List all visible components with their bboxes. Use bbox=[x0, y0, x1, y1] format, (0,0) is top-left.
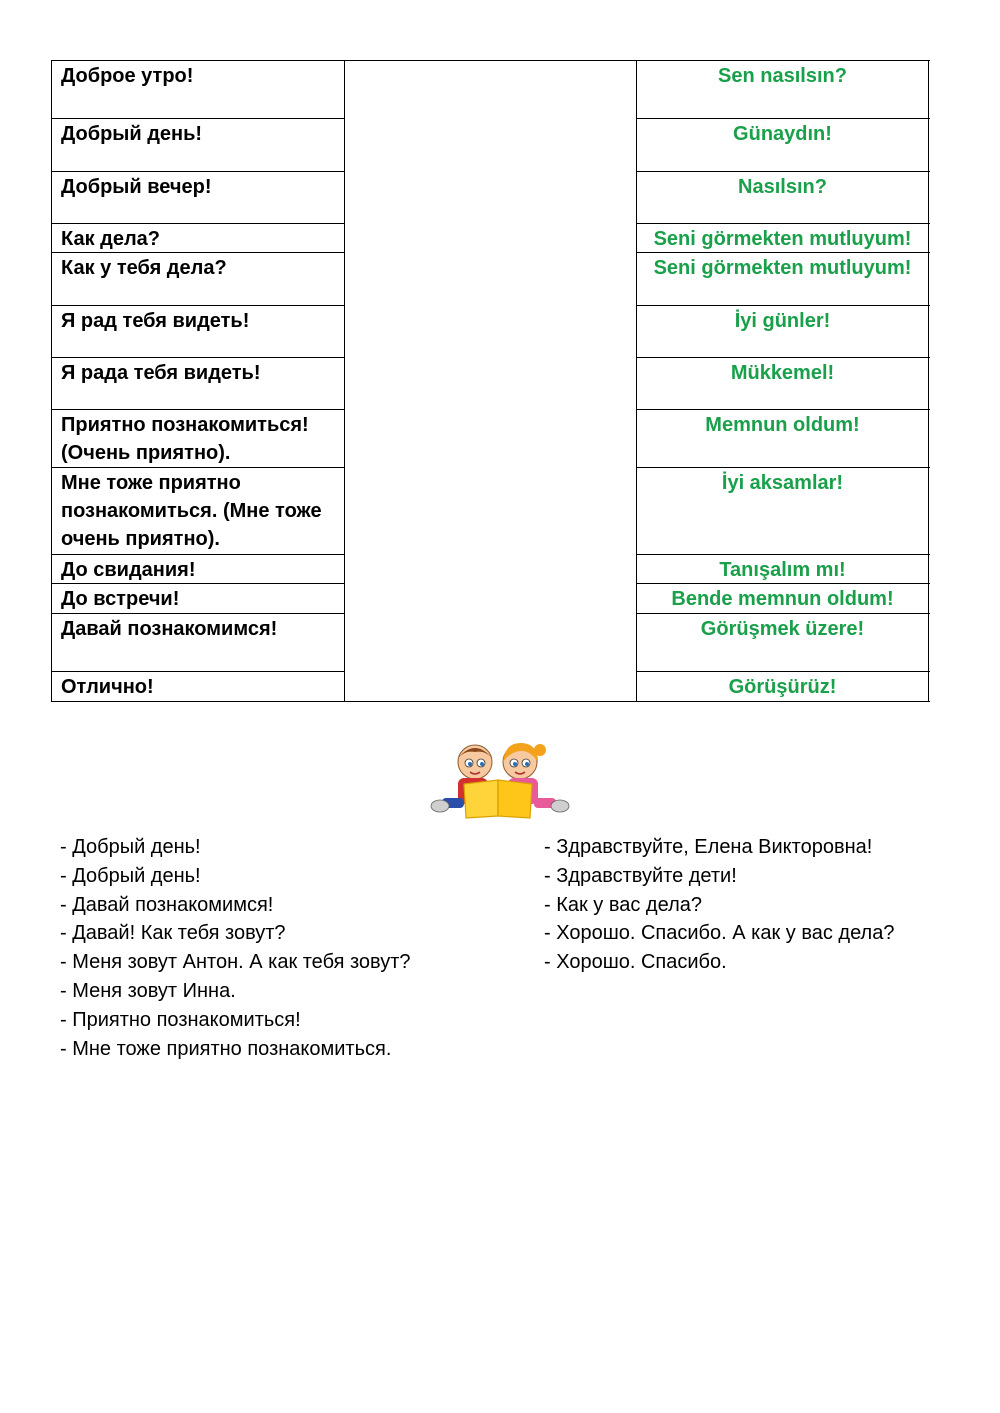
table-row-border bbox=[51, 583, 345, 584]
russian-phrase-cell: Отлично! bbox=[61, 676, 154, 698]
turkish-phrase-cell: İyi günler! bbox=[734, 310, 831, 332]
russian-phrase-cell: Приятно познакомиться! (Очень приятно). bbox=[61, 414, 309, 464]
table-row-border bbox=[636, 409, 930, 410]
turkish-phrase-cell: Sen nasılsın? bbox=[718, 65, 847, 87]
table-row-border bbox=[636, 613, 930, 614]
dialog-line: - Хорошо. Спасибо. А как у вас дела? bbox=[544, 922, 895, 945]
turkish-phrase-cell: Nasılsın? bbox=[738, 176, 827, 198]
turkish-phrase-cell: Görüşmek üzere! bbox=[700, 618, 865, 640]
turkish-phrase-cell: Günaydın! bbox=[733, 123, 832, 145]
table-row-border bbox=[636, 583, 930, 584]
russian-phrase-cell: Как у тебя дела? bbox=[61, 257, 227, 279]
dialog-line: - Давай! Как тебя зовут? bbox=[60, 922, 286, 945]
table-row-border bbox=[636, 252, 930, 253]
table-row-border bbox=[636, 305, 930, 306]
turkish-phrase-cell: Mükkemel! bbox=[730, 362, 835, 384]
table-column-border bbox=[636, 60, 637, 702]
russian-phrase-cell: Мне тоже приятно познакомиться. (Мне тоже очень приятно). bbox=[61, 472, 322, 550]
dialog-children bbox=[60, 833, 411, 1063]
table-row-border bbox=[636, 701, 930, 702]
table-row-border bbox=[636, 223, 930, 224]
russian-phrase-cell: Доброе утро! bbox=[61, 65, 194, 87]
table-row-border bbox=[51, 409, 345, 410]
dialog-line: - Добрый день! bbox=[60, 864, 201, 887]
russian-phrase-cell: Добрый день! bbox=[61, 123, 203, 145]
dialog-line: - Меня зовут Инна. bbox=[60, 979, 236, 1002]
table-column-border bbox=[928, 60, 929, 702]
table-row-border bbox=[51, 357, 345, 358]
dialog-line: - Как у вас дела? bbox=[544, 893, 702, 916]
answer-column-empty[interactable] bbox=[344, 60, 636, 702]
table-row-border bbox=[51, 613, 345, 614]
table-row-border bbox=[51, 701, 345, 702]
turkish-phrase-cell: Seni görmekten mutluyum! bbox=[653, 228, 912, 250]
table-row-border bbox=[636, 171, 930, 172]
russian-phrase-cell: До свидания! bbox=[61, 559, 196, 581]
russian-phrase-cell: Как дела? bbox=[61, 228, 161, 250]
russian-phrase-cell: Давай познакомимся! bbox=[61, 618, 278, 640]
dialog-line: - Добрый день! bbox=[60, 836, 201, 858]
kids-reading-book-icon bbox=[430, 740, 570, 820]
table-row-border bbox=[51, 223, 345, 224]
table-row-border bbox=[636, 554, 930, 555]
russian-phrase-cell: Я рад тебя видеть! bbox=[61, 310, 250, 332]
table-row-border bbox=[51, 554, 345, 555]
dialog-line: - Хорошо. Спасибо. bbox=[544, 951, 727, 974]
turkish-phrase-cell: İyi aksamlar! bbox=[721, 472, 844, 494]
russian-phrase-cell: Я рада тебя видеть! bbox=[61, 362, 261, 384]
table-row-border bbox=[51, 171, 345, 172]
dialog-line: - Давай познакомимся! bbox=[60, 893, 274, 916]
table-row-border bbox=[636, 60, 930, 61]
russian-phrase-cell: До встречи! bbox=[61, 588, 180, 610]
table-row-border bbox=[344, 701, 636, 702]
table-row-border bbox=[636, 357, 930, 358]
dialog-line: - Здравствуйте, Елена Викторовна! bbox=[544, 836, 873, 858]
turkish-phrase-cell: Tanışalım mı! bbox=[719, 559, 846, 581]
table-row-border bbox=[636, 671, 930, 672]
table-row-border bbox=[51, 118, 345, 119]
table-row-border bbox=[344, 60, 636, 61]
dialog-line: - Мне тоже приятно познакомиться. bbox=[60, 1037, 392, 1060]
table-row-border bbox=[51, 671, 345, 672]
table-row-border bbox=[51, 252, 345, 253]
table-row-border bbox=[51, 60, 345, 61]
table-column-border bbox=[51, 60, 52, 702]
table-row-border bbox=[636, 118, 930, 119]
turkish-phrase-cell: Memnun oldum! bbox=[705, 414, 860, 436]
table-row-border bbox=[51, 467, 345, 468]
dialog-line: - Приятно познакомиться! bbox=[60, 1008, 301, 1031]
turkish-phrase-cell: Görüşürüz! bbox=[728, 676, 837, 698]
dialog-line: - Меня зовут Антон. А как тебя зовут? bbox=[60, 951, 411, 974]
table-column-border bbox=[344, 60, 345, 702]
turkish-phrase-cell: Bende memnun oldum! bbox=[671, 588, 894, 610]
table-row-border bbox=[51, 305, 345, 306]
turkish-phrase-cell: Seni görmekten mutluyum! bbox=[653, 257, 912, 279]
dialog-teacher bbox=[544, 833, 894, 977]
dialog-line: - Здравствуйте дети! bbox=[544, 864, 737, 887]
table-row-border bbox=[636, 467, 930, 468]
russian-phrase-cell: Добрый вечер! bbox=[61, 176, 212, 198]
phrase-matching-table bbox=[51, 60, 929, 702]
